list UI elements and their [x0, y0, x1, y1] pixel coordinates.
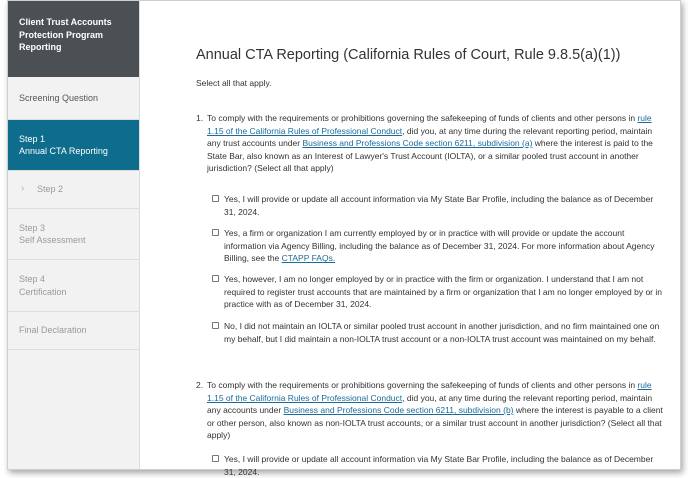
- sidebar-step-title: Self Assessment: [19, 235, 86, 245]
- question-text-part: To comply with the requirements or prohibitions governing the safekeeping of funds of clients and other persons in: [207, 113, 638, 123]
- option-label: Yes, I will provide or update all account information via My State Bar Profile, including the balance as of December 31, 2024.: [224, 454, 654, 477]
- sidebar-step-title: Annual CTA Reporting: [19, 146, 108, 156]
- sidebar-item-final-declaration: [8, 312, 139, 350]
- option-label-text: Yes, a firm or organization I am currently employed by or in practice with will provide or update the account information via Agency Billing, including the balance as of December 31, 2024. For more information about Agency Billing, see the: [224, 228, 655, 264]
- sidebar-header-line: Protection Program: [19, 29, 104, 40]
- question-text-part: , did you, at any time during the relevant reporting period, maintain any trust accounts under: [207, 125, 653, 149]
- sidebar-item-step1[interactable]: [8, 120, 139, 171]
- sidebar-step-number: Step 1: [19, 133, 46, 144]
- checkbox[interactable]: [212, 275, 219, 282]
- q2-option-a[interactable]: [212, 453, 664, 478]
- option-label: No, I did not maintain an IOLTA or similar pooled trust account in another jurisdiction, and no firm maintained one on my behalf, but I did maintain a non-IOLTA trust account or a non-IOLTA trust account was maintained on my behalf.: [224, 321, 660, 344]
- sidebar-item-screening-question[interactable]: [8, 77, 139, 120]
- q1-option-d[interactable]: [212, 320, 664, 345]
- checkbox[interactable]: [212, 229, 219, 236]
- chevron-right-icon: ›: [21, 183, 25, 195]
- question-1: [196, 112, 666, 175]
- app-window: [7, 0, 681, 477]
- sidebar-item-label: Final Declaration: [19, 325, 87, 336]
- question-text: [207, 112, 666, 175]
- option-label: Yes, however, I am no longer employed by or in practice with the firm or organization. I understand that I am not required to register trust accounts that are maintained by a firm or organization that I am no longer employed by or in practice with as of December 31, 2024.: [224, 274, 662, 310]
- sidebar-item-step2: [8, 171, 139, 209]
- bp-code-6211b-link[interactable]: Business and Professions Code section 6211, subdivision (b): [283, 405, 514, 416]
- instruction-text: Select all that apply.: [196, 78, 272, 88]
- checkbox[interactable]: [212, 455, 219, 462]
- question-text: [207, 379, 666, 442]
- main-content: [141, 1, 680, 477]
- sidebar-step-number: Step 3: [19, 222, 46, 233]
- ctapp-faqs-link[interactable]: CTAPP FAQs.: [281, 253, 336, 264]
- question-text-part: where the interest is paid to the State Bar, also known as an Interest of Lawyer's Trust Account (IOLTA), or a similar pooled trust account in another jurisdiction? (Select all that apply): [207, 138, 653, 174]
- page-title: Annual CTA Reporting (California Rules of Court, Rule 9.8.5(a)(1)): [196, 47, 621, 63]
- sidebar-item-step3: [8, 209, 139, 260]
- rule-1-15-link[interactable]: rule 1.15 of the California Rules of Professional Conduct: [207, 380, 652, 403]
- question-number: 1.: [196, 113, 204, 123]
- q1-option-a[interactable]: [212, 193, 664, 218]
- sidebar-item-step4: [8, 260, 139, 312]
- question-text-part: , did you, at any time during the relevant reporting period, maintain any accounts under: [207, 392, 653, 416]
- sidebar: [8, 1, 140, 469]
- checkbox[interactable]: [212, 195, 219, 202]
- question-number: 2.: [196, 380, 204, 390]
- sidebar-item-label: Screening Question: [19, 92, 99, 103]
- rule-1-15-link[interactable]: rule 1.15 of the California Rules of Professional Conduct: [207, 113, 652, 136]
- checkbox[interactable]: [212, 322, 219, 329]
- option-label: Yes, I will provide or update all account information via My State Bar Profile, including the balance as of December 31, 2024.: [224, 194, 654, 217]
- sidebar-item-label: Step 2: [37, 184, 64, 195]
- question-text-part: To comply with the requirements or prohibitions governing the safekeeping of funds of clients and other persons in: [207, 380, 638, 390]
- question-text-part: where the interest is payable to a client or other person, also known as non-IOLTA trust accounts, or a similar trust account in another jurisdiction? (Select all that apply): [207, 405, 663, 441]
- sidebar-header-line: Reporting: [19, 42, 62, 52]
- bp-code-6211a-link[interactable]: Business and Professions Code section 6211, subdivision (a): [302, 138, 533, 149]
- q1-option-b[interactable]: [212, 227, 664, 265]
- question-2: [196, 379, 666, 442]
- sidebar-step-title: Certification: [19, 286, 67, 297]
- sidebar-header-line: Client Trust Accounts: [19, 17, 112, 27]
- q1-option-c[interactable]: [212, 273, 664, 311]
- sidebar-header: [8, 1, 139, 77]
- sidebar-step-number: Step 4: [19, 274, 46, 284]
- option-label: [224, 227, 664, 265]
